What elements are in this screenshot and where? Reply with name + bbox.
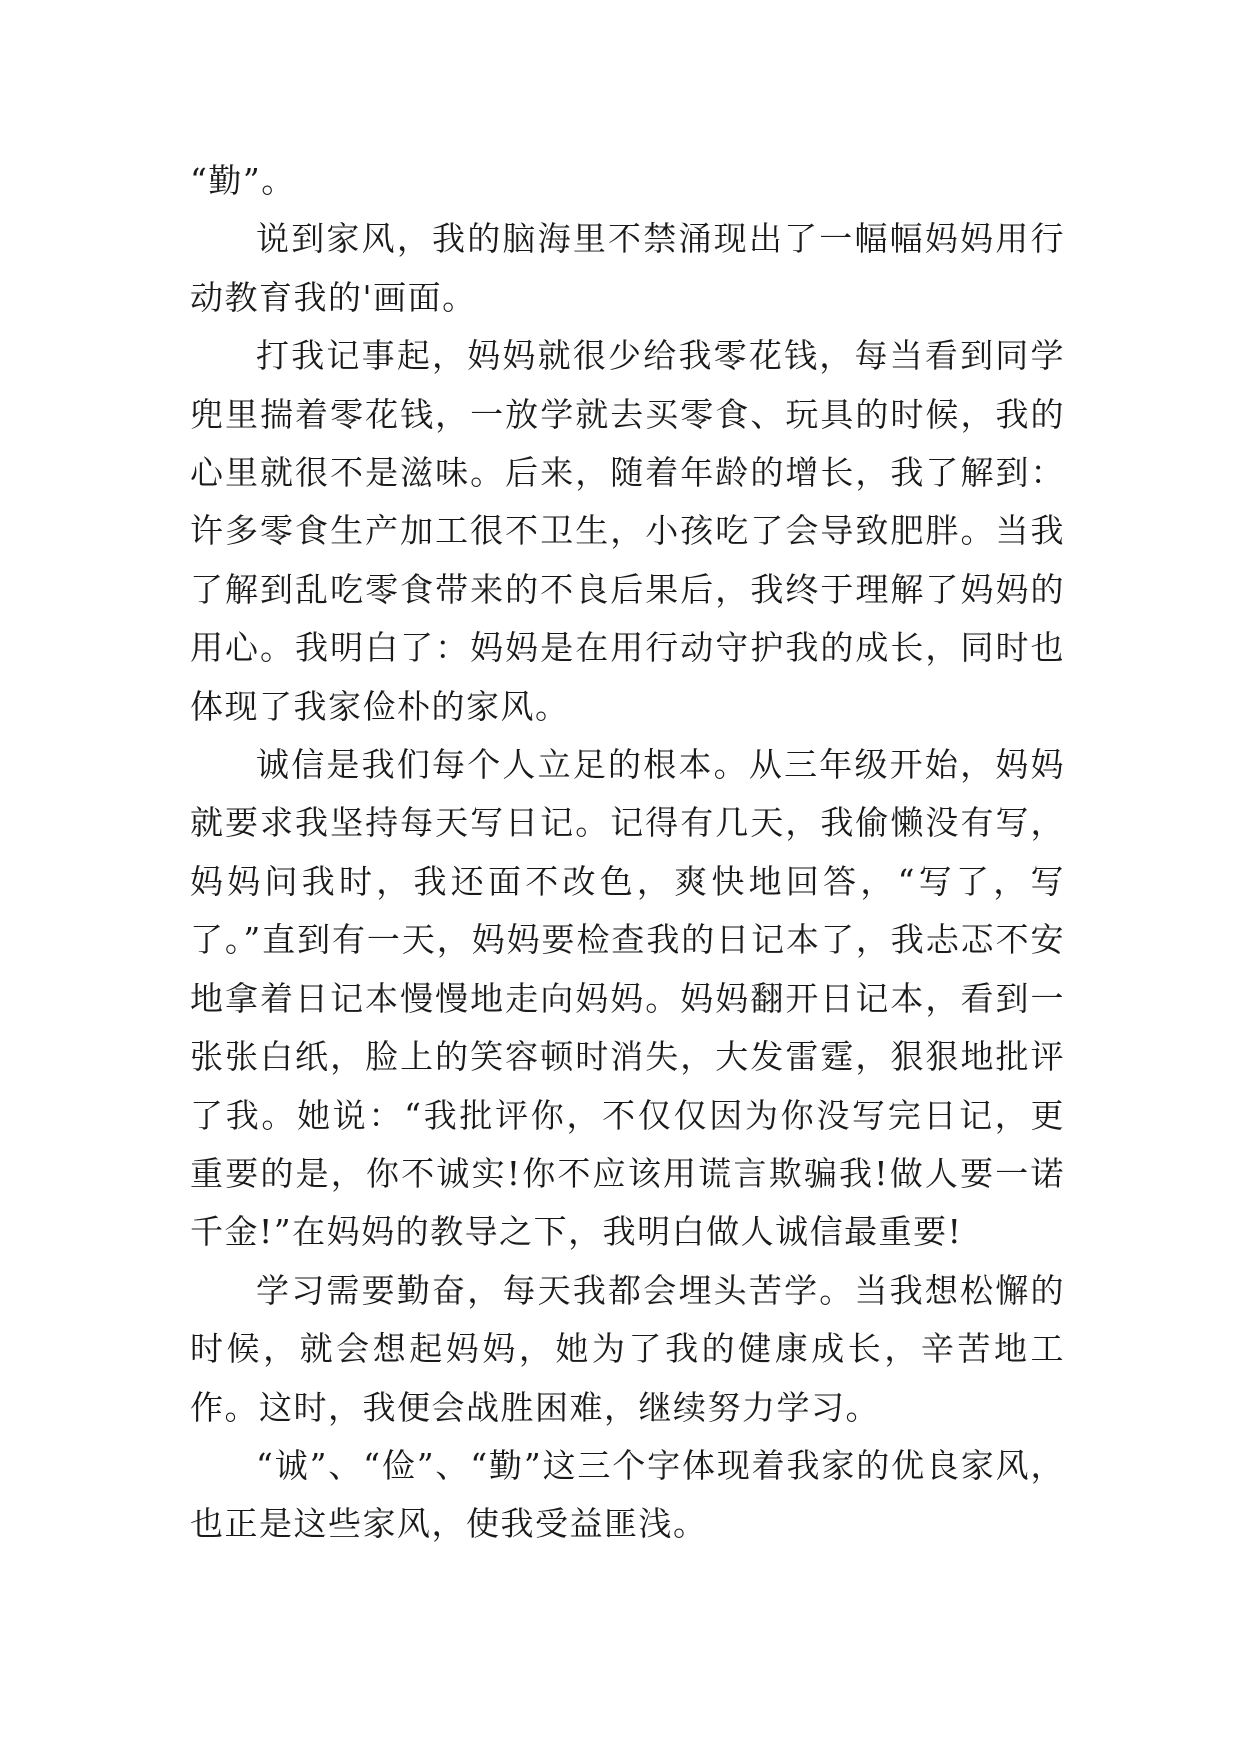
document-body [190,152,1065,1554]
paragraph-pocket-money: 打我记事起，妈妈就很少给我零花钱，每当看到同学兜里揣着零花钱，一放学就去买零食、玩具的时候，我的心里就很不是滋味。后来，随着年龄的增长，我了解到：许多零食生产加工很不卫生，小孩吃了会导致肥胖。当我了解到乱吃零食带来的不良后果后，我终于理解了妈妈的用心。我明白了：妈妈是在用行动守护我的成长，同时也体现了我家俭朴的家风。 [190,336,1065,726]
paragraph-fragment: “勤”。 [190,161,296,200]
paragraph-family-tradition-intro: 说到家风，我的脑海里不禁涌现出了一幅幅妈妈用行动教育我的'画面。 [190,219,1065,317]
paragraph-diligence: 学习需要勤奋，每天我都会埋头苦学。当我想松懈的时候，就会想起妈妈，她为了我的健康成长，辛苦地工作。这时，我便会战胜困难，继续努力学习。 [190,1270,1065,1427]
paragraph-conclusion: “诚”、“俭”、“勤”这三个字体现着我家的优良家风，也正是这些家风，使我受益匪浅。 [190,1445,1065,1544]
paragraph-honesty-diary: 诚信是我们每个人立足的根本。从三年级开始，妈妈就要求我坚持每天写日记。记得有几天，我偷懒没有写，妈妈问我时，我还面不改色，爽快地回答，“写了，写了。”直到有一天，妈妈要检查我的日记本了，我忐忑不安地拿着日记本慢慢地走向妈妈。妈妈翻开日记本，看到一张张白纸，脸上的笑容顿时消失，大发雷霆，狠狠地批评了我。她说：“我批评你，不仅仅因为你没写完日记，更重要的是，你不诚实!你不应该用谎言欺骗我!做人要一诺千金!”在妈妈的教导之下，我明白做人诚信最重要! [190,745,1065,1252]
